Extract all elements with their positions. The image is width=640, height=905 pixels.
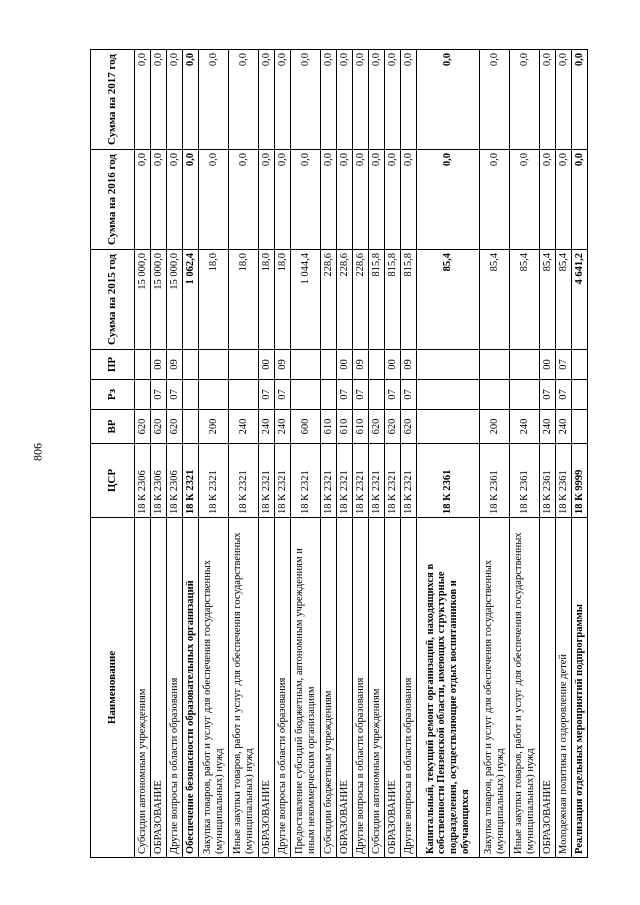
cell-rz: 07 [259, 380, 275, 410]
cell-sum-2017: 0,0 [275, 50, 291, 150]
cell-sum-2016: 0,0 [321, 150, 337, 250]
header-sum-2016: Сумма на 2016 год [91, 150, 135, 250]
cell-sum-2016: 0,0 [353, 150, 369, 250]
table-row [401, 50, 417, 858]
cell-csr: 18 К 2321 [321, 444, 337, 518]
page-number: 806 [30, 443, 45, 461]
cell-rz: 07 [385, 380, 401, 410]
cell-csr: 18 К 2321 [291, 444, 321, 518]
cell-sum-2017: 0,0 [385, 50, 401, 150]
cell-sum-2015: 1 044,4 [291, 250, 321, 350]
cell-rz: 07 [401, 380, 417, 410]
cell-sum-2015: 15 000,0 [151, 250, 167, 350]
cell-sum-2015: 228,6 [353, 250, 369, 350]
cell-rz [135, 380, 151, 410]
cell-name: Субсидии автономным учреждениям [369, 518, 385, 858]
cell-csr: 18 К 2321 [199, 444, 229, 518]
cell-name: Предоставление субсидий бюджетным, автономным учреждениям и иным некоммерческим организациям [291, 518, 321, 858]
table-row [556, 50, 572, 858]
cell-csr: 18 К 2361 [540, 444, 556, 518]
cell-vr: 620 [369, 410, 385, 444]
cell-vr: 600 [291, 410, 321, 444]
cell-name: Иные закупки товаров, работ и услуг для обеспечения государственных (муниципальных) нужд [510, 518, 540, 858]
table-row [151, 50, 167, 858]
cell-rz: 07 [151, 380, 167, 410]
cell-sum-2015: 1 062,4 [183, 250, 199, 350]
cell-sum-2016: 0,0 [540, 150, 556, 250]
cell-name: ОБРАЗОВАНИЕ [259, 518, 275, 858]
header-sum-2015: Сумма на 2015 год [91, 250, 135, 350]
cell-sum-2016: 0,0 [480, 150, 510, 250]
cell-sum-2016: 0,0 [417, 150, 480, 250]
cell-csr: 18 К 2321 [353, 444, 369, 518]
cell-vr: 240 [540, 410, 556, 444]
cell-csr: 18 К 2361 [417, 444, 480, 518]
table-row [540, 50, 556, 858]
cell-sum-2016: 0,0 [369, 150, 385, 250]
cell-sum-2015: 18,0 [229, 250, 259, 350]
cell-rz [510, 380, 540, 410]
cell-csr: 18 К 2361 [556, 444, 572, 518]
cell-pr: 09 [275, 350, 291, 380]
table-row [291, 50, 321, 858]
cell-sum-2016: 0,0 [337, 150, 353, 250]
cell-name: ОБРАЗОВАНИЕ [540, 518, 556, 858]
cell-vr [572, 410, 588, 444]
cell-vr: 200 [480, 410, 510, 444]
cell-vr: 620 [401, 410, 417, 444]
cell-csr: 18 К 9999 [572, 444, 588, 518]
cell-pr: 00 [385, 350, 401, 380]
cell-rz [572, 380, 588, 410]
cell-vr: 240 [275, 410, 291, 444]
cell-rz: 07 [353, 380, 369, 410]
header-name: Наименование [91, 518, 135, 858]
cell-csr: 18 К 2321 [275, 444, 291, 518]
header-csr: ЦСР [91, 444, 135, 518]
cell-csr: 18 К 2306 [135, 444, 151, 518]
cell-pr: 09 [401, 350, 417, 380]
cell-sum-2015: 85,4 [480, 250, 510, 350]
header-pr: ПР [91, 350, 135, 380]
table-row [229, 50, 259, 858]
cell-sum-2015: 228,6 [321, 250, 337, 350]
cell-csr: 18 К 2321 [401, 444, 417, 518]
table-row [353, 50, 369, 858]
cell-sum-2017: 0,0 [229, 50, 259, 150]
cell-name: Другие вопросы в области образования [401, 518, 417, 858]
cell-sum-2017: 0,0 [572, 50, 588, 150]
header-vr: ВР [91, 410, 135, 444]
cell-vr [183, 410, 199, 444]
cell-name: Субсидии бюджетным учреждениям [321, 518, 337, 858]
cell-vr: 200 [199, 410, 229, 444]
cell-sum-2015: 4 641,2 [572, 250, 588, 350]
cell-sum-2015: 85,4 [510, 250, 540, 350]
cell-sum-2017: 0,0 [151, 50, 167, 150]
cell-name: Реализация отдельных мероприятий подпрограммы [572, 518, 588, 858]
cell-sum-2017: 0,0 [321, 50, 337, 150]
cell-sum-2017: 0,0 [540, 50, 556, 150]
cell-pr [480, 350, 510, 380]
cell-csr: 18 К 2306 [167, 444, 183, 518]
cell-pr [369, 350, 385, 380]
cell-sum-2017: 0,0 [401, 50, 417, 150]
cell-vr: 620 [385, 410, 401, 444]
cell-pr [199, 350, 229, 380]
cell-rz [291, 380, 321, 410]
cell-sum-2017: 0,0 [480, 50, 510, 150]
table-row [275, 50, 291, 858]
cell-sum-2017: 0,0 [183, 50, 199, 150]
cell-pr [229, 350, 259, 380]
cell-csr: 18 К 2321 [369, 444, 385, 518]
cell-vr: 620 [167, 410, 183, 444]
cell-sum-2015: 15 000,0 [167, 250, 183, 350]
cell-name: ОБРАЗОВАНИЕ [337, 518, 353, 858]
cell-sum-2015: 15 000,0 [135, 250, 151, 350]
cell-csr: 18 К 2361 [510, 444, 540, 518]
cell-sum-2015: 815,8 [369, 250, 385, 350]
cell-name: Другие вопросы в области образования [353, 518, 369, 858]
table-header [91, 50, 135, 858]
cell-sum-2015: 18,0 [259, 250, 275, 350]
cell-pr [572, 350, 588, 380]
cell-vr: 610 [353, 410, 369, 444]
table-row [369, 50, 385, 858]
cell-rz [321, 380, 337, 410]
cell-pr: 00 [540, 350, 556, 380]
cell-sum-2016: 0,0 [385, 150, 401, 250]
cell-vr: 620 [151, 410, 167, 444]
table-row [510, 50, 540, 858]
table-row [337, 50, 353, 858]
cell-pr [135, 350, 151, 380]
cell-sum-2015: 85,4 [417, 250, 480, 350]
cell-name: Капитальный, текущий ремонт организаций, находящихся в собственности Пензенской области, имеющих структурные подразделения, осуществляющие отдых воспитанников и обучающихся [417, 518, 480, 858]
cell-name: Обеспечение безопасности образовательных организаций [183, 518, 199, 858]
cell-sum-2016: 0,0 [572, 150, 588, 250]
cell-pr [321, 350, 337, 380]
cell-pr [510, 350, 540, 380]
cell-sum-2015: 85,4 [556, 250, 572, 350]
cell-sum-2017: 0,0 [337, 50, 353, 150]
table-row [135, 50, 151, 858]
table-row [199, 50, 229, 858]
cell-sum-2015: 85,4 [540, 250, 556, 350]
cell-rz [229, 380, 259, 410]
cell-pr [291, 350, 321, 380]
cell-sum-2016: 0,0 [199, 150, 229, 250]
header-sum-2017: Сумма на 2017 год [91, 50, 135, 150]
cell-rz: 07 [540, 380, 556, 410]
cell-name: Закупка товаров, работ и услуг для обеспечения государственных (муниципальных) нужд [480, 518, 510, 858]
cell-rz [369, 380, 385, 410]
cell-pr: 00 [151, 350, 167, 380]
table-row [480, 50, 510, 858]
cell-csr: 18 К 2321 [229, 444, 259, 518]
cell-sum-2015: 18,0 [199, 250, 229, 350]
cell-name: ОБРАЗОВАНИЕ [385, 518, 401, 858]
cell-vr [417, 410, 480, 444]
cell-csr: 18 К 2306 [151, 444, 167, 518]
cell-rz [199, 380, 229, 410]
cell-sum-2017: 0,0 [259, 50, 275, 150]
cell-sum-2016: 0,0 [167, 150, 183, 250]
cell-sum-2017: 0,0 [135, 50, 151, 150]
cell-rz: 07 [337, 380, 353, 410]
cell-sum-2016: 0,0 [135, 150, 151, 250]
cell-csr: 18 К 2321 [259, 444, 275, 518]
cell-rz: 07 [275, 380, 291, 410]
cell-sum-2017: 0,0 [510, 50, 540, 150]
cell-name: Закупка товаров, работ и услуг для обеспечения государственных (муниципальных) нужд [199, 518, 229, 858]
cell-pr: 09 [167, 350, 183, 380]
cell-sum-2017: 0,0 [167, 50, 183, 150]
cell-sum-2016: 0,0 [510, 150, 540, 250]
cell-rz: 07 [556, 380, 572, 410]
cell-rz [183, 380, 199, 410]
cell-vr: 620 [135, 410, 151, 444]
table-row [167, 50, 183, 858]
cell-vr: 610 [337, 410, 353, 444]
cell-pr: 09 [353, 350, 369, 380]
cell-vr: 240 [556, 410, 572, 444]
table-row-subtotal [417, 50, 480, 858]
cell-sum-2015: 228,6 [337, 250, 353, 350]
table-row [321, 50, 337, 858]
cell-sum-2016: 0,0 [556, 150, 572, 250]
table-row-subtotal [183, 50, 199, 858]
cell-rz [417, 380, 480, 410]
cell-sum-2015: 815,8 [401, 250, 417, 350]
cell-vr: 610 [321, 410, 337, 444]
cell-sum-2016: 0,0 [229, 150, 259, 250]
cell-sum-2016: 0,0 [401, 150, 417, 250]
table-row-subtotal [572, 50, 588, 858]
cell-csr: 18 К 2361 [480, 444, 510, 518]
cell-name: Другие вопросы в области образования [167, 518, 183, 858]
cell-name: Иные закупки товаров, работ и услуг для обеспечения государственных (муниципальных) нужд [229, 518, 259, 858]
table-row [259, 50, 275, 858]
cell-sum-2015: 18,0 [275, 250, 291, 350]
cell-sum-2016: 0,0 [291, 150, 321, 250]
cell-pr: 00 [259, 350, 275, 380]
cell-rz [480, 380, 510, 410]
cell-name: ОБРАЗОВАНИЕ [151, 518, 167, 858]
cell-sum-2017: 0,0 [291, 50, 321, 150]
cell-sum-2016: 0,0 [183, 150, 199, 250]
cell-sum-2017: 0,0 [369, 50, 385, 150]
cell-csr: 18 К 2321 [385, 444, 401, 518]
cell-rz: 07 [167, 380, 183, 410]
table-body [135, 50, 588, 858]
cell-name: Другие вопросы в области образования [275, 518, 291, 858]
cell-vr: 240 [229, 410, 259, 444]
cell-name: Субсидии автономным учреждениям [135, 518, 151, 858]
cell-sum-2016: 0,0 [259, 150, 275, 250]
cell-sum-2016: 0,0 [151, 150, 167, 250]
cell-vr: 240 [259, 410, 275, 444]
cell-csr: 18 К 2321 [337, 444, 353, 518]
cell-sum-2015: 815,8 [385, 250, 401, 350]
cell-sum-2017: 0,0 [353, 50, 369, 150]
cell-csr: 18 К 2321 [183, 444, 199, 518]
cell-name: Молодежная политика и оздоровление детей [556, 518, 572, 858]
rotated-table-container [90, 50, 585, 858]
cell-sum-2017: 0,0 [417, 50, 480, 150]
cell-pr: 00 [337, 350, 353, 380]
cell-pr [183, 350, 199, 380]
cell-pr [417, 350, 480, 380]
header-rz: Рз [91, 380, 135, 410]
cell-sum-2016: 0,0 [275, 150, 291, 250]
table-row [385, 50, 401, 858]
cell-pr: 07 [556, 350, 572, 380]
cell-sum-2017: 0,0 [556, 50, 572, 150]
budget-table [90, 49, 588, 858]
cell-vr: 240 [510, 410, 540, 444]
cell-sum-2017: 0,0 [199, 50, 229, 150]
